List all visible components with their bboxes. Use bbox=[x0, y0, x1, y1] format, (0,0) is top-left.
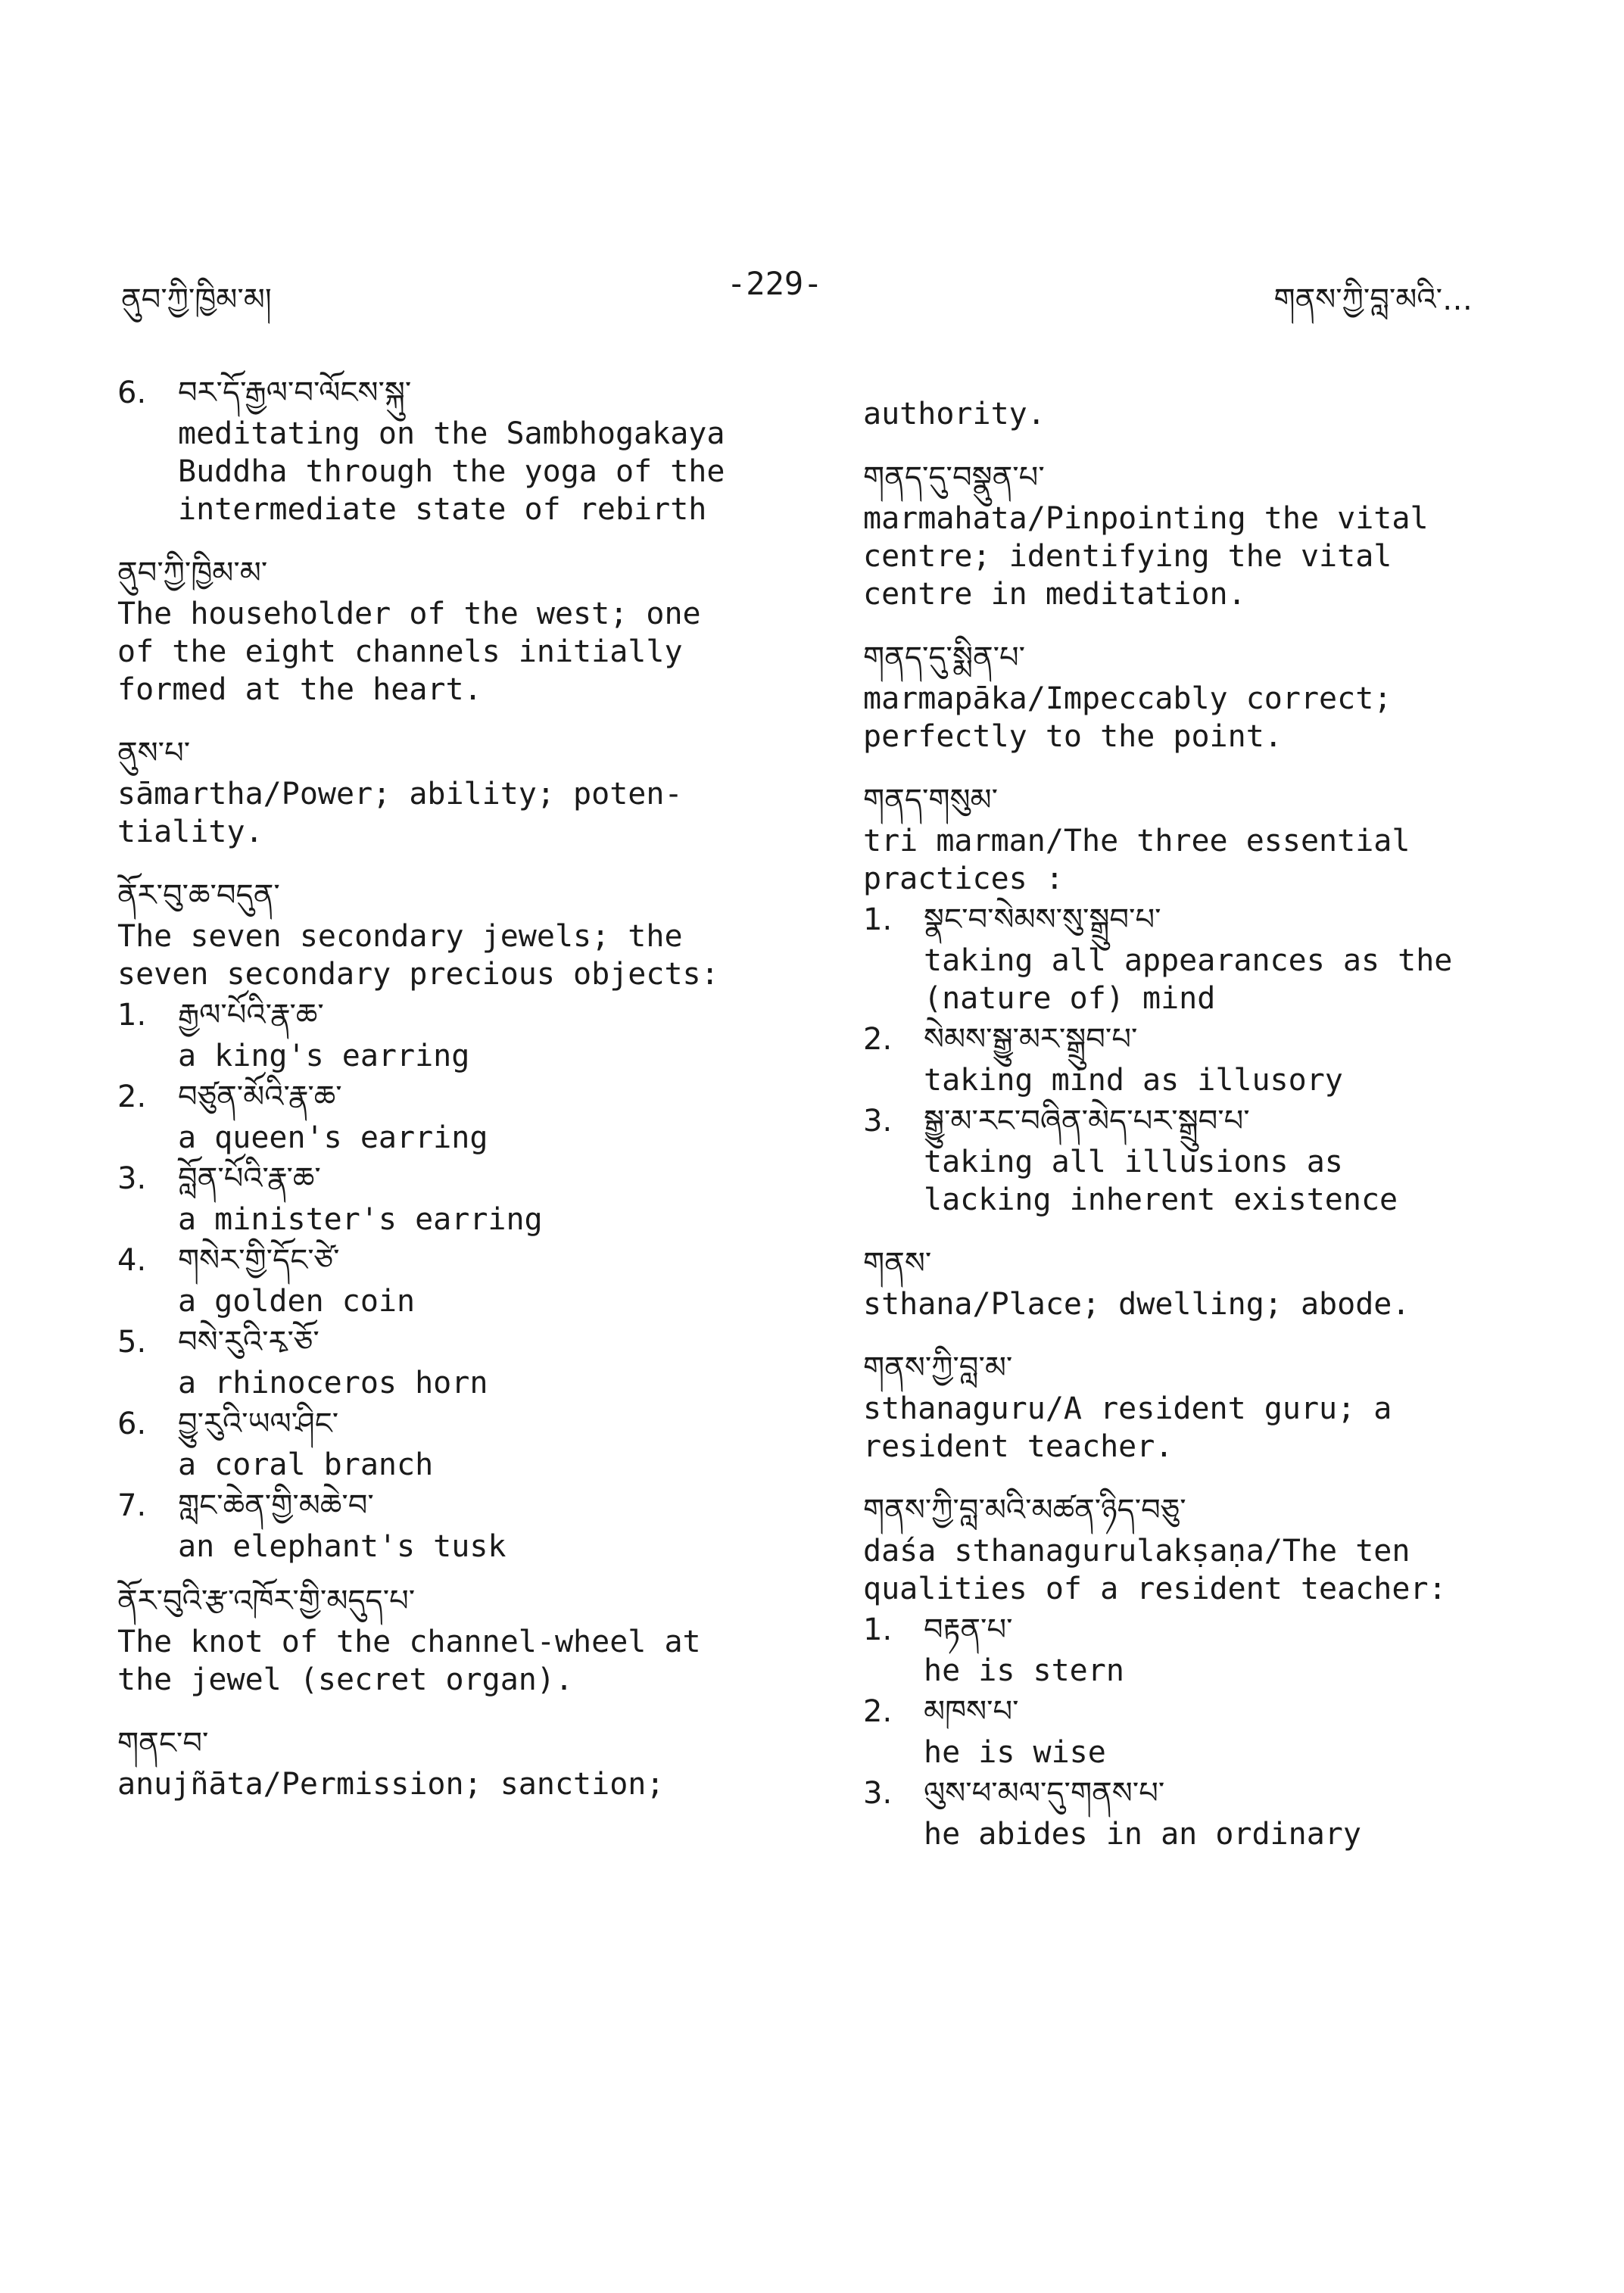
item-number: 3. bbox=[863, 1104, 893, 1139]
definition-line: sthanaguru/A resident guru; a bbox=[863, 1391, 1392, 1426]
list-item bbox=[117, 1238, 799, 1320]
item-number: 3. bbox=[117, 1161, 147, 1196]
definition-line: anujñāta/Permission; sanction; bbox=[117, 1767, 665, 1802]
definition-line: The knot of the channel-wheel at bbox=[117, 1625, 701, 1659]
gloss-line: a king's earring bbox=[178, 1039, 470, 1073]
tibetan-term: བར་དོ་རྒྱལ་བ་ལོངས་སྐུ་ bbox=[178, 375, 412, 410]
item-number: 5. bbox=[117, 1325, 147, 1360]
gloss-line: he is wise bbox=[924, 1735, 1106, 1770]
tibetan-term: བརྟན་པ་ bbox=[924, 1612, 1013, 1647]
list-item bbox=[117, 371, 799, 528]
left-column bbox=[117, 371, 799, 1803]
dictionary-entry bbox=[863, 456, 1529, 613]
tibetan-term: བློན་པོའི་རྣ་ཆ་ bbox=[178, 1161, 321, 1196]
gloss-line: a coral branch bbox=[178, 1447, 434, 1482]
list-item bbox=[117, 1402, 799, 1484]
item-number: 2. bbox=[863, 1694, 893, 1729]
list-item bbox=[863, 1771, 1529, 1853]
dictionary-entry bbox=[863, 636, 1529, 756]
headword: ནོར་བུ་ཆ་བདུན་ bbox=[117, 878, 280, 913]
dictionary-entry bbox=[117, 874, 799, 1566]
definition-line: marmahata/Pinpointing the vital bbox=[863, 501, 1429, 536]
tibetan-term: སྣང་བ་སེམས་སུ་སྒྲུབ་པ་ bbox=[924, 902, 1161, 937]
item-number: 3. bbox=[863, 1776, 893, 1811]
tibetan-term: ལུས་ཕ་མལ་དུ་གནས་པ་ bbox=[924, 1776, 1165, 1811]
item-number: 6. bbox=[117, 375, 147, 410]
definition-line: tiality. bbox=[117, 815, 263, 849]
gloss-line: taking mind as illusory bbox=[924, 1063, 1343, 1098]
dictionary-entry bbox=[863, 1242, 1529, 1323]
headword: གནད་དུ་བསྣུན་པ་ bbox=[863, 460, 1045, 495]
definition-line: formed at the heart. bbox=[117, 672, 482, 707]
definition-line: sāmartha/Power; ability; poten- bbox=[117, 777, 683, 812]
definition-line: seven secondary precious objects: bbox=[117, 957, 719, 992]
gloss-line: lacking inherent existence bbox=[924, 1182, 1398, 1217]
tibetan-term: སེམས་སྒྱུ་མར་སྒྲུབ་པ་ bbox=[924, 1022, 1138, 1057]
gloss-line: a rhinoceros horn bbox=[178, 1366, 488, 1400]
definition-line: daśa sthanagurulakṣaṇa/The ten bbox=[863, 1534, 1410, 1569]
definition-line: centre in meditation. bbox=[863, 577, 1246, 612]
list-item bbox=[117, 993, 799, 1075]
list-item bbox=[863, 898, 1529, 1017]
tibetan-term: བཙུན་མོའི་རྣ་ཆ་ bbox=[178, 1080, 342, 1114]
gloss-line: a queen's earring bbox=[178, 1120, 488, 1155]
list-item bbox=[117, 1157, 799, 1238]
gloss-line: an elephant's tusk bbox=[178, 1529, 507, 1564]
tibetan-term: མཁས་པ་ bbox=[924, 1694, 1019, 1729]
gloss-line: intermediate state of rebirth bbox=[178, 492, 707, 527]
dictionary-entry bbox=[863, 1488, 1529, 1853]
headword: གནས་ bbox=[863, 1246, 932, 1281]
list-item bbox=[117, 1075, 799, 1157]
dictionary-entry bbox=[863, 778, 1529, 1219]
definition-line: the jewel (secret organ). bbox=[117, 1662, 574, 1697]
continuation-text: authority. bbox=[863, 397, 1046, 431]
list-item bbox=[863, 1608, 1529, 1690]
running-head-left: ནུབ་ཀྱི་ཁྱིམ་མ། bbox=[121, 282, 272, 317]
dictionary-entry bbox=[117, 1721, 799, 1803]
list-item bbox=[863, 1099, 1529, 1219]
definition-line: practices : bbox=[863, 861, 1064, 896]
list-item bbox=[117, 1484, 799, 1566]
headword: གནད་དུ་སྨིན་པ་ bbox=[863, 640, 1026, 675]
gloss-line: he abides in an ordinary bbox=[924, 1817, 1361, 1852]
item-number: 7. bbox=[117, 1488, 147, 1523]
gloss-line: meditating on the Sambhogakaya bbox=[178, 416, 725, 451]
headword: ནུབ་ཀྱི་ཁྱིམ་མ་ bbox=[117, 556, 268, 590]
definition-line: The seven secondary jewels; the bbox=[117, 919, 683, 954]
headword: གནང་བ་ bbox=[117, 1726, 209, 1761]
list-item bbox=[863, 1690, 1529, 1771]
definition-line: The householder of the west; one bbox=[117, 597, 701, 631]
gloss-line: Buddha through the yoga of the bbox=[178, 454, 725, 489]
headword: ནོར་བུའི་རྩ་འཁོར་གྱི་མདུད་པ་ bbox=[117, 1584, 416, 1618]
dictionary-entry bbox=[863, 1346, 1529, 1466]
definition-line: of the eight channels initially bbox=[117, 634, 683, 669]
tibetan-term: བྱུ་རུའི་ཡལ་ཤིང་ bbox=[178, 1407, 339, 1441]
tibetan-term: རྒྱལ་པོའི་རྣ་ཆ་ bbox=[178, 998, 324, 1033]
gloss-line: a golden coin bbox=[178, 1284, 416, 1319]
running-head-right: གནས་ཀྱི་བླ་མའི་… bbox=[1273, 282, 1473, 317]
tibetan-term: གསེར་གྱི་དོང་ཙེ་ bbox=[178, 1243, 340, 1278]
right-column bbox=[863, 371, 1529, 1853]
gloss-line: he is stern bbox=[924, 1653, 1124, 1688]
definition-line: marmapāka/Impeccably correct; bbox=[863, 681, 1392, 716]
item-number: 1. bbox=[117, 998, 147, 1033]
tibetan-term: གླང་ཆེན་གྱི་མཆེ་བ་ bbox=[178, 1488, 374, 1523]
dictionary-entry bbox=[117, 731, 799, 851]
item-number: 2. bbox=[863, 1022, 893, 1057]
headword: གནས་ཀྱི་བླ་མ་ bbox=[863, 1351, 1013, 1385]
headword: ནུས་པ་ bbox=[117, 736, 191, 771]
page-number: -229- bbox=[727, 265, 823, 302]
list-item bbox=[117, 1320, 799, 1402]
headword: གནས་ཀྱི་བླ་མའི་མཚན་ཉིད་བཅུ་ bbox=[863, 1493, 1186, 1528]
list-item bbox=[863, 1017, 1529, 1099]
item-number: 1. bbox=[863, 1612, 893, 1647]
item-number: 2. bbox=[117, 1080, 147, 1114]
definition-line: qualities of a resident teacher: bbox=[863, 1572, 1447, 1606]
gloss-line: a minister's earring bbox=[178, 1202, 543, 1237]
item-number: 6. bbox=[117, 1407, 147, 1441]
definition-line: resident teacher. bbox=[863, 1429, 1174, 1464]
definition-line: centre; identifying the vital bbox=[863, 539, 1392, 574]
gloss-line: (nature of) mind bbox=[924, 981, 1216, 1016]
item-number: 1. bbox=[863, 902, 893, 937]
dictionary-entry bbox=[117, 1579, 799, 1699]
definition-line: perfectly to the point. bbox=[863, 719, 1283, 754]
definition-line: sthana/Place; dwelling; abode. bbox=[863, 1287, 1410, 1322]
dictionary-entry bbox=[117, 551, 799, 709]
item-number: 4. bbox=[117, 1243, 147, 1278]
tibetan-term: སྒྱུ་མ་རང་བཞིན་མེད་པར་སྒྲུབ་པ་ bbox=[924, 1104, 1250, 1139]
tibetan-term: བསེ་རུའི་རྭ་ཅོ་ bbox=[178, 1325, 320, 1360]
headword: གནད་གསུམ་ bbox=[863, 783, 999, 818]
gloss-line: taking all illusions as bbox=[924, 1145, 1343, 1179]
definition-line: tri marman/The three essential bbox=[863, 824, 1410, 858]
gloss-line: taking all appearances as the bbox=[924, 943, 1453, 978]
